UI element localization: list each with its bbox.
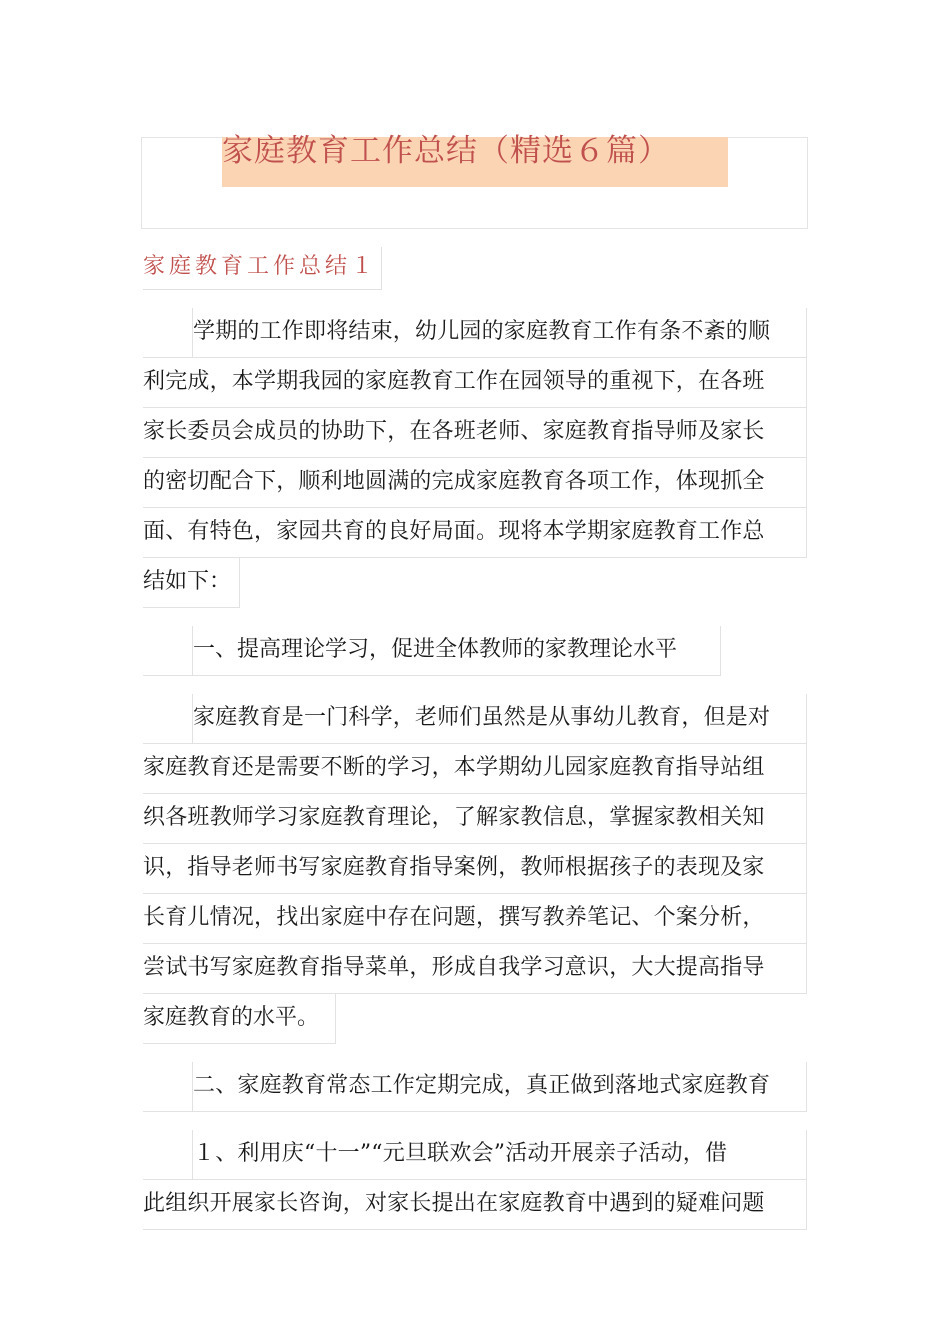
- paragraph-line: 学期的工作即将结束，幼儿园的家庭教育工作有条不紊的顺: [143, 308, 807, 358]
- subheading-line: 二、家庭教育常态工作定期完成，真正做到落地式家庭教育: [143, 1062, 807, 1112]
- paragraph-line: 尝试书写家庭教育指导菜单，形成自我学习意识，大大提高指导: [143, 944, 807, 994]
- paragraph-line: 长育儿情况，找出家庭中存在问题，撰写教养笔记、个案分析，: [143, 894, 807, 944]
- paragraph-line: 面、有特色，家园共育的良好局面。现将本学期家庭教育工作总: [143, 508, 807, 558]
- paragraph-line: 结如下：: [143, 558, 240, 608]
- paragraph-line: 识，指导老师书写家庭教育指导案例，教师根据孩子的表现及家: [143, 844, 807, 894]
- paragraph-line: 的密切配合下，顺利地圆满的完成家庭教育各项工作，体现抓全: [143, 458, 807, 508]
- paragraph-line: 家庭教育的水平。: [143, 994, 336, 1044]
- subheading-line: 一、提高理论学习，促进全体教师的家教理论水平: [143, 626, 721, 676]
- paragraph-line: 利完成，本学期我园的家庭教育工作在园领导的重视下，在各班: [143, 358, 807, 408]
- paragraph-line: 此组织开展家长咨询，对家长提出在家庭教育中遇到的疑难问题: [143, 1180, 807, 1230]
- paragraph-line: 织各班教师学习家庭教育理论，了解家教信息，掌握家教相关知: [143, 794, 807, 844]
- document-title: 家庭教育工作总结（精选６篇）: [222, 133, 670, 169]
- paragraph-line: 家庭教育还是需要不断的学习，本学期幼儿园家庭教育指导站组: [143, 744, 807, 794]
- paragraph-line: １、利用庆“十一”“元旦联欢会”活动开展亲子活动，借: [143, 1130, 807, 1180]
- section-heading: 家庭教育工作总结１: [143, 247, 382, 290]
- paragraph-line: 家长委员会成员的协助下，在各班老师、家庭教育指导师及家长: [143, 408, 807, 458]
- paragraph-line: 家庭教育是一门科学，老师们虽然是从事幼儿教育，但是对: [143, 694, 807, 744]
